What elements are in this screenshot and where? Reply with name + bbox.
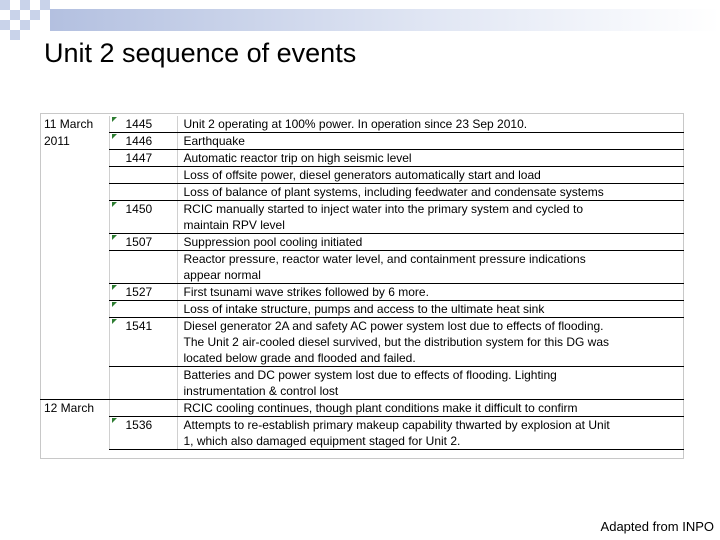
event-description: [177, 150, 684, 167]
green-triangle-icon: [112, 302, 117, 307]
event-description-line: Earthquake: [183, 134, 245, 148]
time-cell: [109, 201, 177, 234]
event-description: [177, 251, 684, 284]
event-description: [177, 318, 684, 367]
date-cell: [40, 301, 109, 318]
event-description-line: Batteries and DC power system lost due to effects of flooding. Lighting: [183, 368, 557, 382]
event-description-line: The Unit 2 air-cooled diesel survived, but the distribution system for this DG was: [183, 335, 610, 349]
event-description-line: RCIC cooling continues, though plant conditions make it difficult to confirm: [183, 401, 578, 415]
green-triangle-icon: [112, 202, 117, 207]
events-table-body: [40, 116, 684, 450]
time-value: 1536: [125, 418, 153, 432]
event-description-line: Loss of balance of plant systems, including feedwater and condensate systems: [183, 185, 604, 199]
date-cell: [40, 284, 109, 301]
event-description: [177, 167, 684, 184]
table-row: [40, 318, 684, 367]
event-description: [177, 184, 684, 201]
time-cell: [109, 400, 177, 417]
event-description-line: Automatic reactor trip on high seismic level: [183, 151, 412, 165]
event-description-line: Loss of offsite power, diesel generators automatically start and load: [183, 168, 541, 182]
event-description: [177, 301, 684, 318]
event-description-line: Reactor pressure, reactor water level, and containment pressure indications: [183, 252, 586, 266]
time-cell: [109, 284, 177, 301]
date-cell: 12 March: [40, 400, 109, 417]
time-value: 1447: [125, 151, 153, 165]
green-triangle-icon: [112, 235, 117, 240]
table-row: [40, 167, 684, 184]
decorative-header-bar: [50, 9, 720, 31]
time-value: 1445: [125, 117, 153, 131]
time-cell: [109, 251, 177, 284]
green-triangle-icon: [112, 418, 117, 423]
green-triangle-icon: [112, 285, 117, 290]
date-cell: [40, 150, 109, 167]
slide-title: Unit 2 sequence of events: [44, 38, 357, 68]
source-credit: Adapted from INPO: [600, 519, 714, 534]
event-description-line: Diesel generator 2A and safety AC power system lost due to effects of flooding.: [183, 319, 604, 333]
date-cell: [40, 251, 109, 284]
table-row: [40, 184, 684, 201]
table-row: [40, 234, 684, 251]
time-cell: [109, 301, 177, 318]
time-cell: [109, 417, 177, 450]
event-description-line: maintain RPV level: [183, 218, 285, 232]
event-description-line: Loss of intake structure, pumps and access to the ultimate heat sink: [183, 302, 545, 316]
green-triangle-icon: [112, 117, 117, 122]
time-value: 1541: [125, 319, 153, 333]
table-row: [40, 201, 684, 234]
event-description: [177, 417, 684, 450]
table-row: [40, 116, 684, 133]
table-row: [40, 367, 684, 400]
date-cell: [40, 167, 109, 184]
time-value: 1450: [125, 202, 153, 216]
event-description-line: Suppression pool cooling initiated: [183, 235, 363, 249]
table-row: [40, 150, 684, 167]
event-description-line: appear normal: [183, 268, 261, 282]
table-row: [40, 417, 684, 450]
date-cell: [40, 318, 109, 367]
date-cell: [40, 417, 109, 450]
event-description-line: located below grade and flooded and failed.: [183, 351, 416, 365]
time-cell: [109, 133, 177, 150]
time-cell: [109, 234, 177, 251]
event-description: [177, 201, 684, 234]
event-description-line: Attempts to re-establish primary makeup capability thwarted by explosion at Unit: [183, 418, 610, 432]
time-cell: [109, 150, 177, 167]
event-description: [177, 284, 684, 301]
event-description: [177, 400, 684, 417]
table-row: [40, 284, 684, 301]
date-cell: [40, 234, 109, 251]
time-value: 1527: [125, 285, 153, 299]
event-description: [177, 367, 684, 400]
green-triangle-icon: [112, 134, 117, 139]
table-row: [40, 251, 684, 284]
event-description-line: RCIC manually started to inject water into the primary system and cycled to: [183, 202, 583, 216]
date-cell: [40, 184, 109, 201]
date-cell: 11 March: [44, 117, 94, 131]
date-cell: [40, 201, 109, 234]
event-description-line: 1, which also damaged equipment staged for Unit 2.: [183, 434, 461, 448]
green-triangle-icon: [112, 319, 117, 324]
event-description: [177, 133, 684, 150]
event-description: [177, 116, 684, 133]
time-cell: [109, 167, 177, 184]
events-table: [40, 116, 684, 450]
time-value: 1446: [125, 134, 153, 148]
date-cell: [40, 367, 109, 400]
time-cell: [109, 367, 177, 400]
event-description-line: Unit 2 operating at 100% power. In operation since 23 Sep 2010.: [183, 117, 528, 131]
table-row: [40, 301, 684, 318]
date-cell: 2011: [44, 133, 70, 148]
event-description-line: First tsunami wave strikes followed by 6 more.: [183, 285, 429, 299]
table-row: [40, 133, 684, 150]
event-description-line: instrumentation & control lost: [183, 384, 339, 398]
time-cell: [109, 184, 177, 201]
time-cell: [109, 318, 177, 367]
time-cell: [109, 116, 177, 133]
time-value: 1507: [125, 235, 153, 249]
table-row: [40, 400, 684, 417]
event-description: [177, 234, 684, 251]
